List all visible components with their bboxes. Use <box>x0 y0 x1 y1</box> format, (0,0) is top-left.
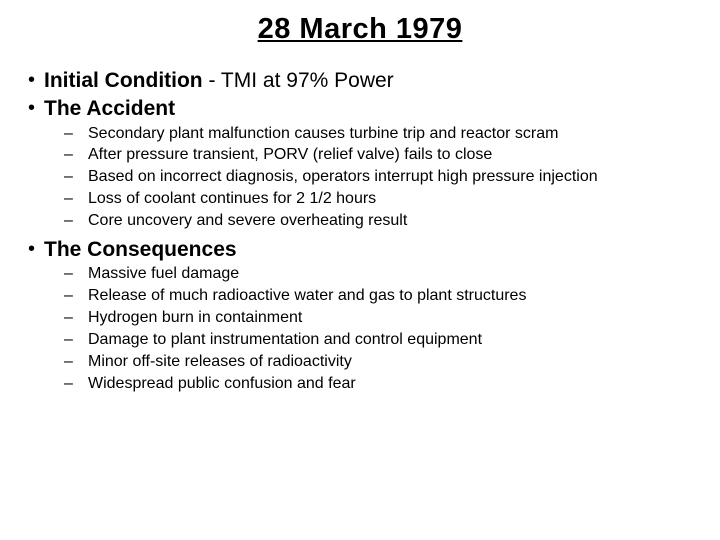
dash-icon: – <box>64 124 73 142</box>
dash-icon: – <box>64 352 73 370</box>
bullet-item-the-consequences <box>22 237 702 263</box>
dash-icon: – <box>64 190 73 208</box>
list-item <box>22 168 702 187</box>
bullet-heading: The Accident <box>44 97 176 121</box>
bullet-heading: Initial Condition <box>44 69 203 92</box>
list-item-label: Secondary plant malfunction causes turbine trip and reactor scram <box>88 124 559 142</box>
list-item <box>22 353 702 372</box>
list-item-label: Widespread public confusion and fear <box>88 374 356 392</box>
bullet-text <box>44 96 702 122</box>
dash-icon: – <box>64 374 73 392</box>
list-item <box>22 146 702 165</box>
dash-icon: – <box>64 212 73 229</box>
bullet-icon: • <box>28 237 36 260</box>
list-item-label: Damage to plant instrumentation and control equipment <box>88 330 483 348</box>
slide-body <box>0 46 720 393</box>
list-item-label: Based on incorrect diagnosis, operators interrupt high pressure injection <box>88 168 598 186</box>
bullet-icon: • <box>28 69 36 91</box>
list-item-label: Core uncovery and severe overheating result <box>88 212 408 229</box>
bullet-heading: The Consequences <box>44 237 237 261</box>
list-item <box>22 331 702 350</box>
bullet-item-the-accident <box>22 96 702 122</box>
sub-list-the-consequences <box>22 265 702 393</box>
list-item-label: Loss of coolant continues for 2 1/2 hours <box>88 190 377 208</box>
list-item <box>22 190 702 209</box>
list-item-label: Minor off-site releases of radioactivity <box>88 352 352 370</box>
bullet-text <box>44 68 702 94</box>
list-item <box>22 212 702 231</box>
bullet-text <box>44 237 702 263</box>
dash-icon: – <box>64 308 73 326</box>
dash-icon: – <box>64 330 73 348</box>
bullet-heading-suffix: - TMI at 97% Power <box>202 69 394 92</box>
list-item-label: Hydrogen burn in containment <box>88 308 303 326</box>
list-item <box>22 265 702 284</box>
list-item-label: Massive fuel damage <box>88 265 240 283</box>
list-item <box>22 309 702 328</box>
list-item <box>22 125 702 144</box>
dash-icon: – <box>64 287 73 304</box>
list-item <box>22 287 702 306</box>
page-title: 28 March 1979 <box>257 13 463 45</box>
list-item <box>22 375 702 394</box>
dash-icon: – <box>64 168 73 186</box>
list-item-label: After pressure transient, PORV (relief valve) fails to close <box>88 146 493 164</box>
dash-icon: – <box>64 146 73 164</box>
list-item-label: Release of much radioactive water and gas to plant structures <box>88 287 527 304</box>
sub-list-the-accident <box>22 125 702 231</box>
bullet-icon: • <box>28 97 36 120</box>
bullet-item-initial-condition <box>22 68 702 94</box>
dash-icon: – <box>64 265 73 283</box>
